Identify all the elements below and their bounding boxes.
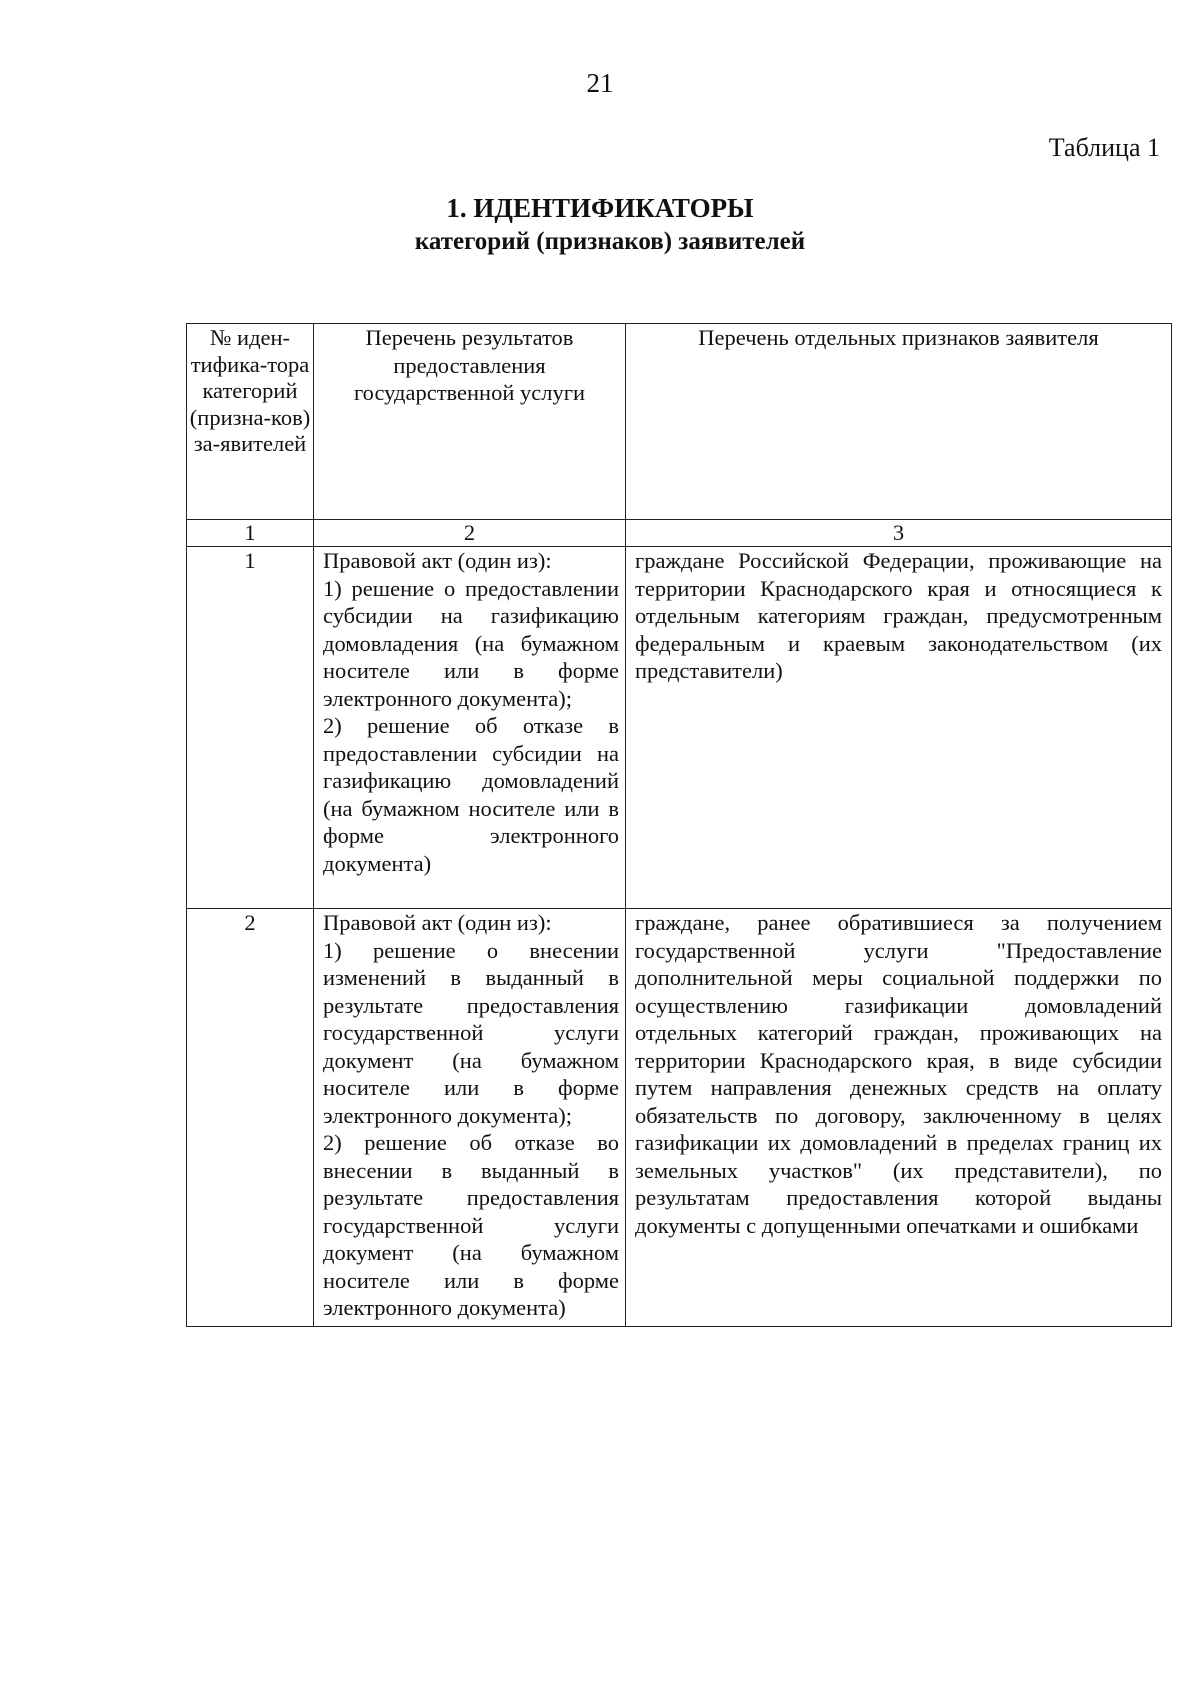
table-row [187,909,1172,1327]
identifiers-table [186,323,1172,1327]
column-number: 1 [187,520,314,547]
header-results-list: Перечень результатов предоставления государственной услуги [314,324,626,520]
result-item: Правовой акт (один из): [323,910,552,935]
header-row [187,324,1172,520]
heading-subtitle: категорий (признаков) заявителей [414,228,806,255]
column-number: 2 [314,520,626,547]
result-item: 2) решение об отказе во внесении в выданный в результате предоставления государственной услуги документ (на бумажном носителе или в форме электронного документа) [323,1130,619,1320]
table-label: Таблица 1 [1048,133,1160,162]
table-row [187,547,1172,909]
section-heading [0,192,1200,258]
results-cell [314,909,626,1327]
applicant-signs-cell: граждане Российской Федерации, проживающие на территории Краснодарского края и относящиеся к отдельным категориям граждан, предусмотренным федеральным и краевым законодательством (их представители) [626,547,1172,909]
column-number: 3 [626,520,1172,547]
header-applicant-signs: Перечень отдельных признаков заявителя [626,324,1172,520]
row-identifier: 2 [187,909,314,1327]
heading-title: 1. ИДЕНТИФИКАТОРЫ [446,193,754,223]
result-item: 1) решение о предоставлении субсидии на газификацию домовладения (на бумажном носителе или в форме электронного документа); [323,575,619,711]
applicant-signs-cell: граждане, ранее обратившиеся за получением государственной услуги "Предоставление дополнительной меры социальной поддержки по осуществлению газификации домовладений отдельных категорий граждан, проживающих на территории Краснодарского края, в виде субсидии путем направления денежных средств на оплату обязательств по договору, заключенному в целях газификации их домовладений в пределах границ их земельных участков" (их представители), по результатам предоставления которой выданы документы с допущенными опечатками и ошибками [626,909,1172,1327]
results-cell [314,547,626,909]
result-item: Правовой акт (один из): [323,548,552,573]
column-number-row [187,520,1172,547]
page-number: 21 [586,68,614,98]
result-item: 2) решение об отказе в предоставлении субсидии на газификацию домовладений (на бумажном носителе или в форме электронного документа) [323,713,619,876]
result-item: 1) решение о внесении изменений в выданный в результате предоставления государственной услуги документ (на бумажном носителе или в форме электронного документа); [323,937,619,1128]
header-identifier-number: № иден-тифика-тора категорий (призна-ков) за-явителей [187,324,314,520]
row-identifier: 1 [187,547,314,909]
